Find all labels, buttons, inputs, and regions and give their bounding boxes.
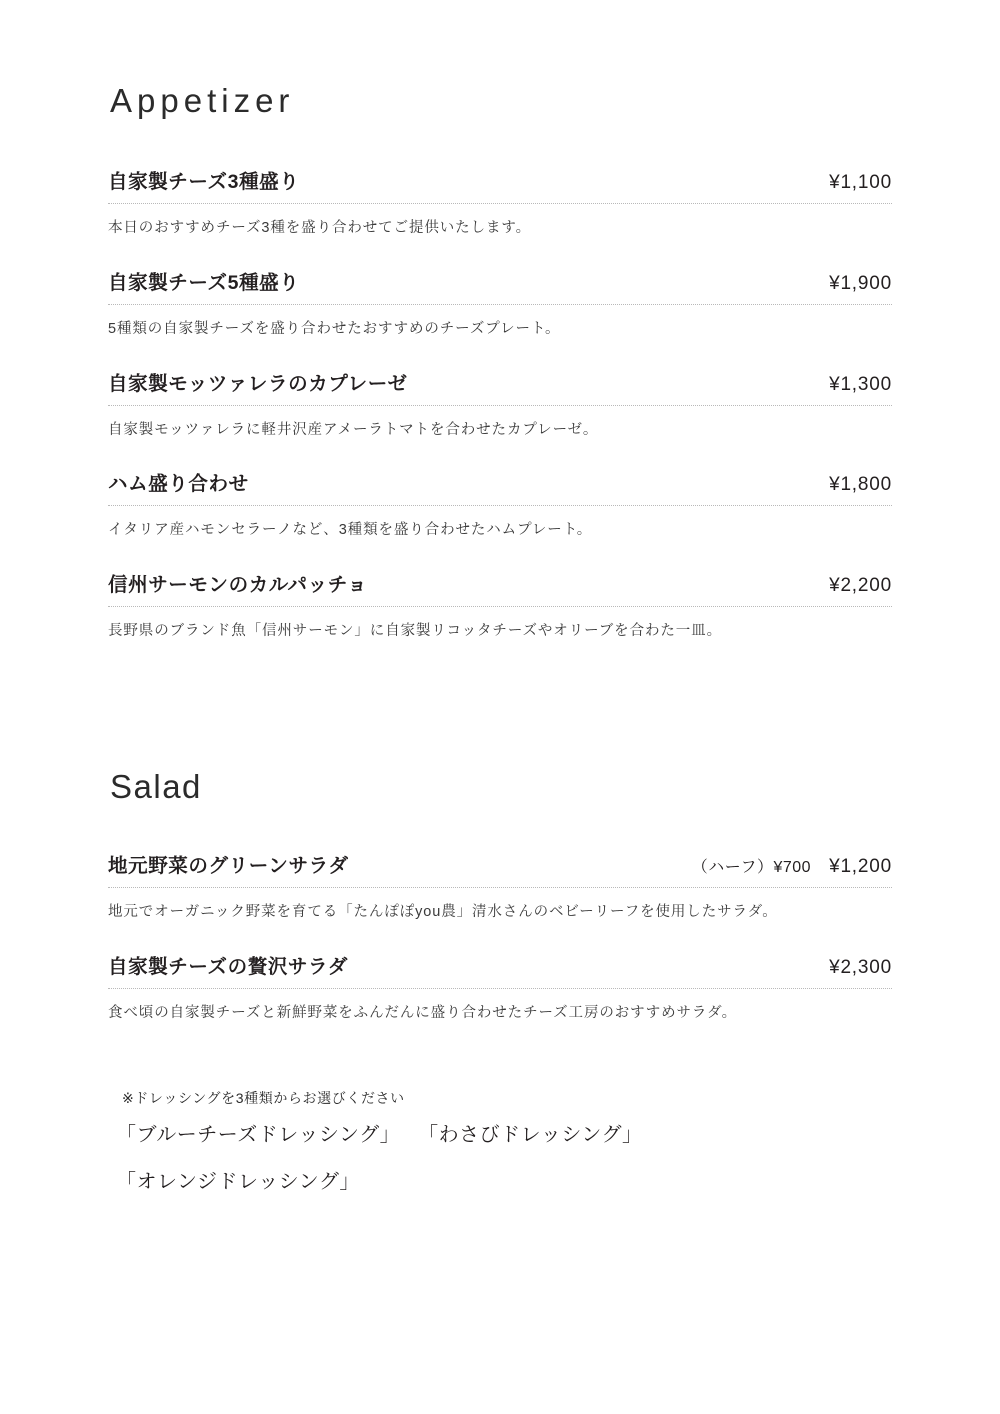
menu-item-head	[108, 166, 892, 204]
section-title-salad: Salad	[110, 767, 202, 805]
dressing-option: 「ブルーチーズドレッシング」	[116, 1124, 401, 1147]
section-title-appetizer: Appetizer	[110, 82, 295, 119]
menu-item-description: 自家製モッツァレラに軽井沢産アメーラトマトを合わせたカプレーゼ。	[108, 421, 599, 438]
menu-item-price: ¥2,300	[829, 956, 892, 978]
menu-item-head	[108, 569, 892, 607]
menu-item-price-group	[829, 957, 892, 979]
menu-item-name: 自家製チーズ5種盛り	[108, 271, 300, 294]
menu-item-name: 自家製モッツァレラのカプレーゼ	[108, 372, 408, 395]
menu-item-price-group	[829, 474, 892, 496]
menu-item-description: 地元でオーガニック野菜を育てる「たんぽぽyou農」清水さんのベビーリーフを使用したサラダ。	[108, 903, 778, 920]
menu-item-head	[108, 468, 892, 506]
dressing-note	[108, 1088, 892, 1194]
menu-item-head	[108, 267, 892, 305]
menu-item-name: 自家製チーズ3種盛り	[108, 171, 300, 193]
menu-item	[108, 166, 892, 240]
dressing-option: 「わさびドレッシング」	[418, 1124, 643, 1147]
menu-item-description: 食べ頃の自家製チーズと新鮮野菜をふんだんに盛り合わせたチーズ工房のおすすめサラダ。	[108, 1004, 738, 1021]
menu-item-description: イタリア産ハモンセラーノなど、3種類を盛り合わせたハムプレート。	[108, 522, 593, 539]
menu-item-price-group	[692, 854, 892, 878]
menu-item-name: ハム盛り合わせ	[108, 473, 249, 496]
menu-item-price: ¥1,100	[829, 172, 892, 193]
menu-item-price: ¥1,200	[829, 855, 892, 877]
menu-item-price-group	[829, 273, 892, 295]
menu-item	[108, 569, 892, 643]
menu-item-head	[108, 850, 892, 888]
dressing-option: 「オレンジドレッシング」	[116, 1171, 360, 1194]
menu-item	[108, 468, 892, 542]
menu-item-name: 自家製チーズの贅沢サラダ	[108, 955, 349, 978]
section-appetizer	[108, 0, 892, 643]
menu-item-description: 長野県のブランド魚「信州サーモン」に自家製リコッタチーズやオリーブを合わた一皿。	[108, 623, 722, 639]
menu-item-price: ¥1,800	[829, 474, 892, 496]
menu-item-description: 5種類の自家製チーズを盛り合わせたおすすめのチーズプレート。	[108, 320, 561, 337]
menu-item-description: 本日のおすすめチーズ3種を盛り合わせてご提供いたします。	[108, 220, 532, 236]
menu-item-price-group	[829, 374, 892, 396]
menu-item-price: ¥1,900	[829, 272, 892, 294]
menu-item-head	[108, 368, 892, 406]
menu-item-price: ¥2,200	[829, 575, 892, 596]
section-salad	[108, 670, 892, 1195]
dressing-note-heading: ※ドレッシングを3種類からお選びください	[122, 1090, 405, 1107]
menu-item-name: 信州サーモンのカルパッチョ	[108, 574, 368, 596]
menu-item-half-price: （ハーフ）¥700	[691, 858, 812, 876]
menu-item	[108, 850, 892, 924]
dressing-option-list	[116, 1118, 892, 1194]
menu-item-price-group	[829, 575, 892, 597]
menu-item-price-group	[829, 172, 892, 194]
menu-item-price: ¥1,300	[829, 373, 892, 395]
menu-item	[108, 951, 892, 1025]
menu-item	[108, 267, 892, 341]
menu-item-head	[108, 951, 892, 989]
menu-item	[108, 368, 892, 442]
menu-item-name: 地元野菜のグリーンサラダ	[108, 854, 349, 877]
